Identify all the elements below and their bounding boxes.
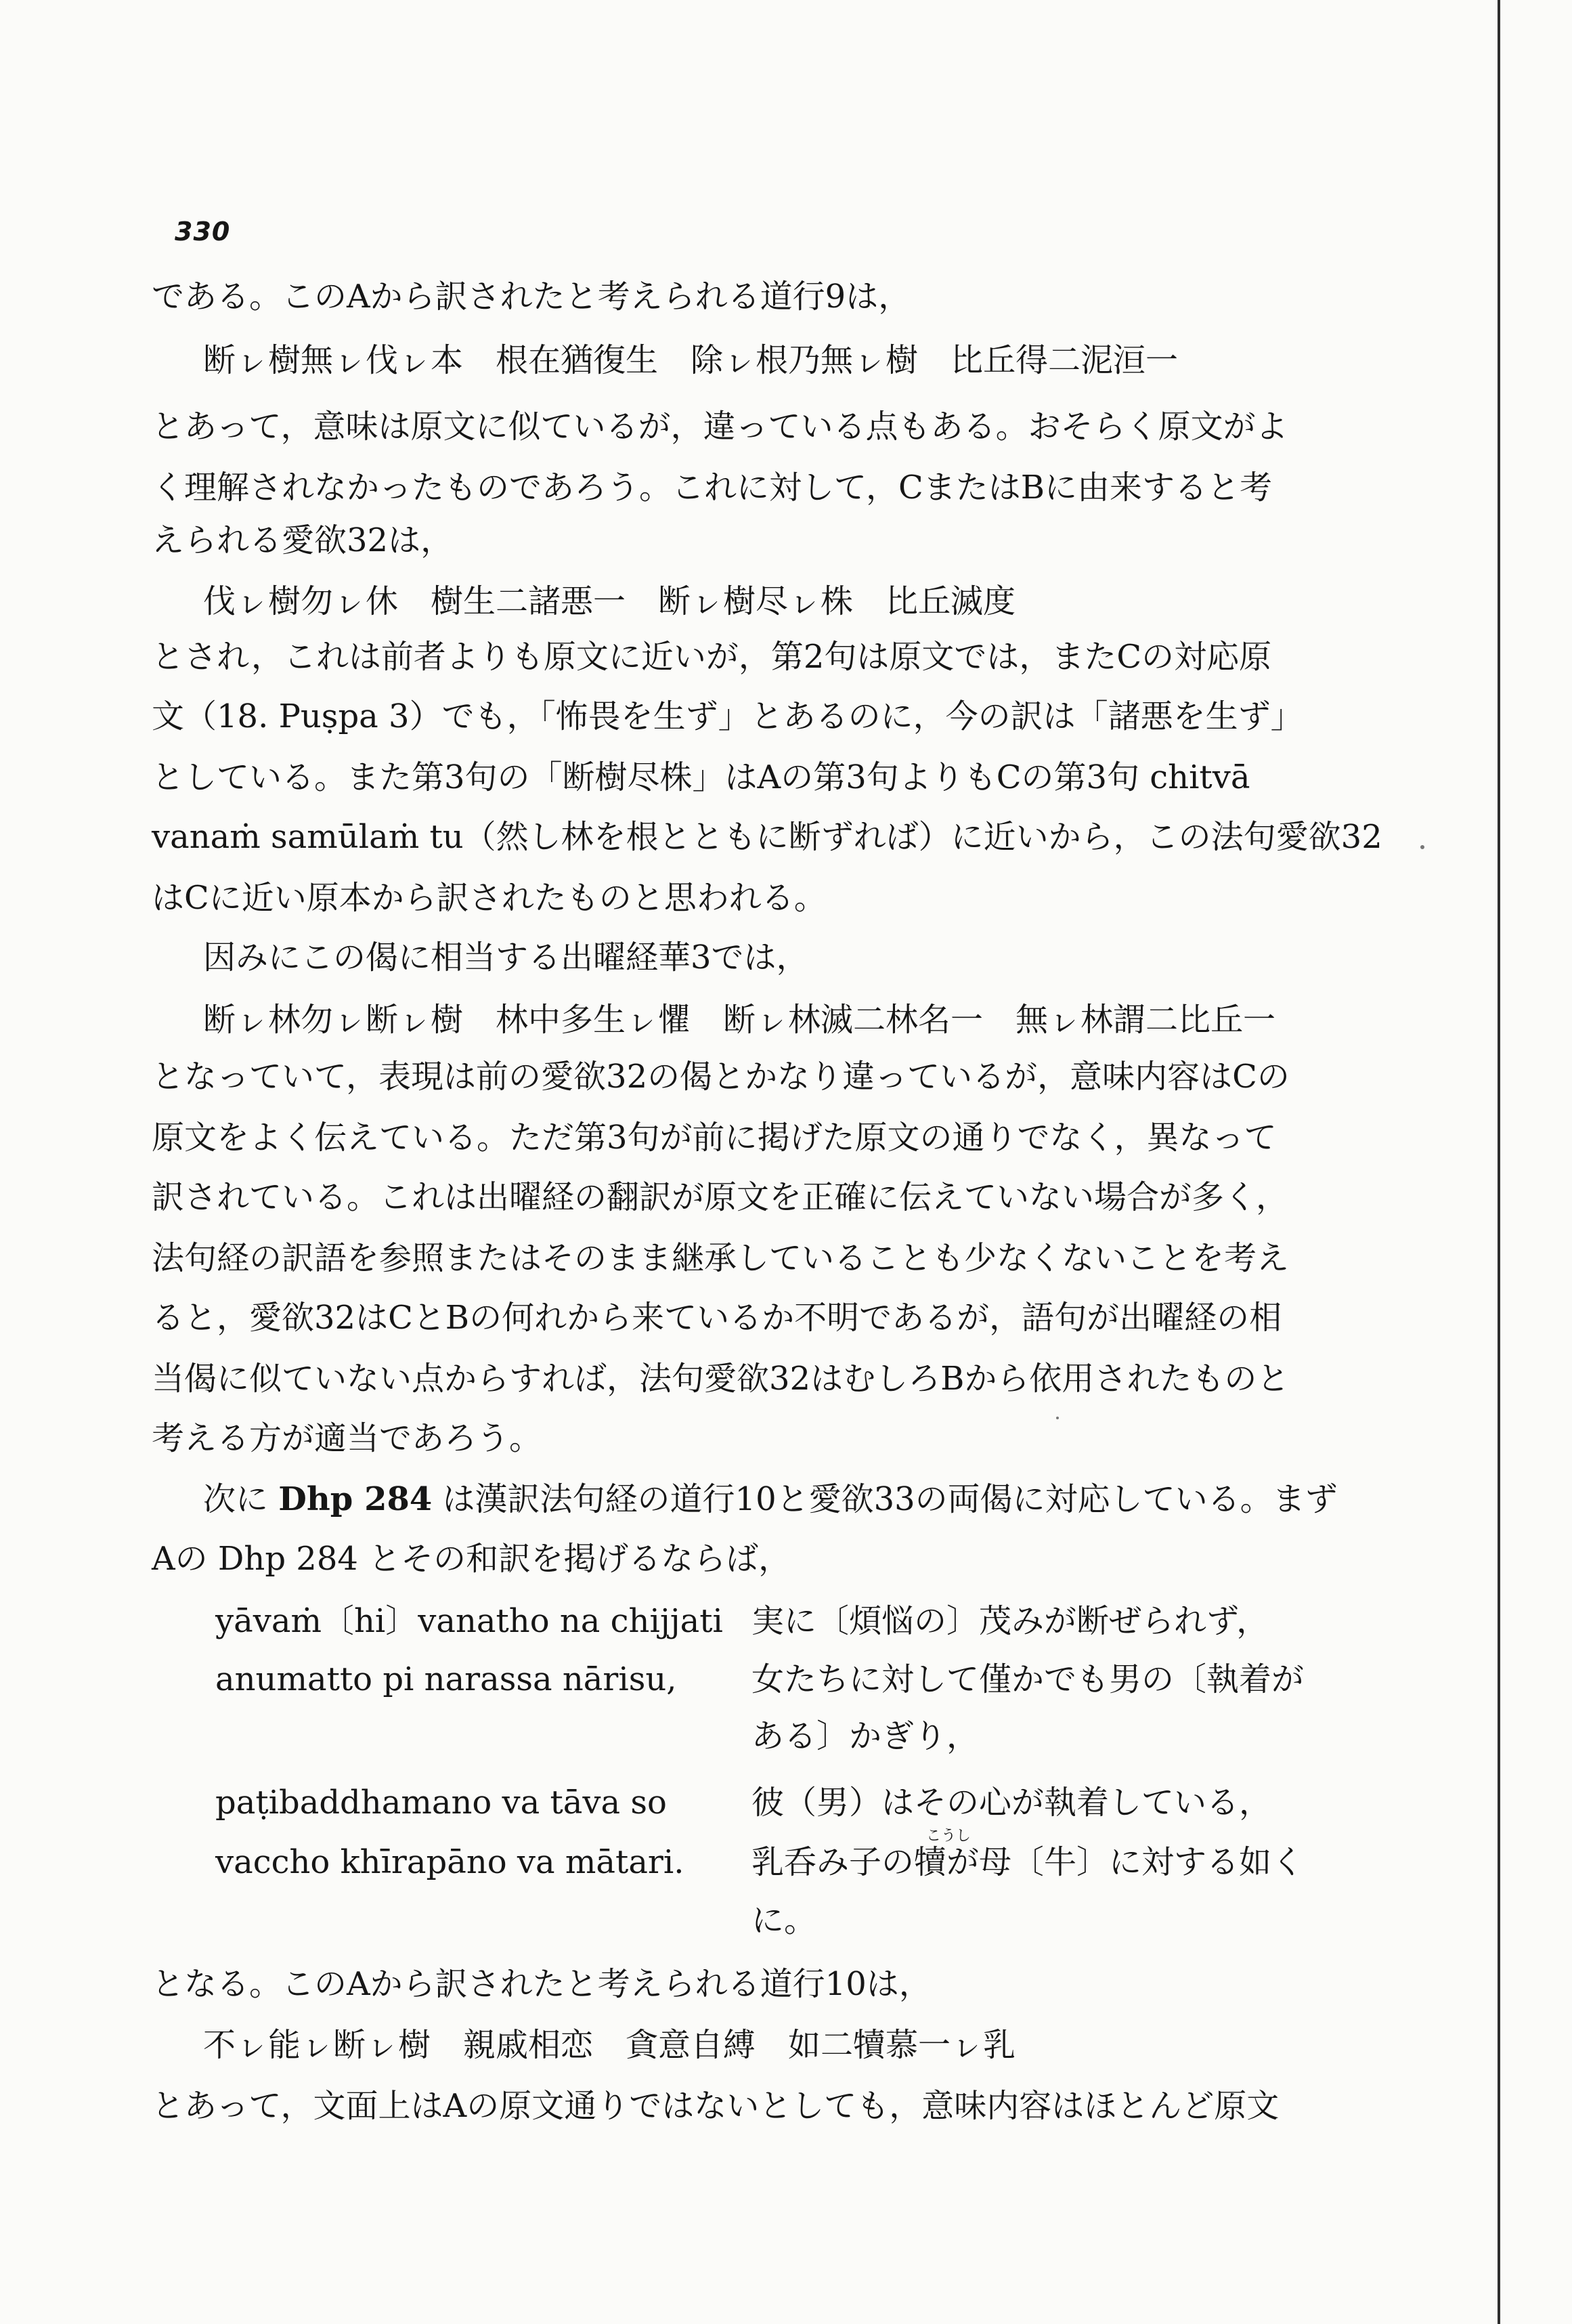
body-line: とあって，文面上はAの原文通りではないとしても，意味内容はほとんど原文	[152, 2087, 1280, 2125]
kanbun-quote: 伐ㇾ樹勿ㇾ休 樹生二諸悪一 断ㇾ樹尽ㇾ株 比丘滅度	[203, 582, 1016, 620]
translation-line: ある〕かぎり，	[751, 1717, 980, 1755]
body-line: はCに近い原本から訳されたものと思われる。	[152, 879, 827, 917]
body-line: となる。このAから訳されたと考えられる道行10は，	[152, 1965, 932, 2003]
body-line: としている。また第3句の「断樹尽株」はAの第3句よりもCの第3句 chitvā	[152, 758, 1250, 796]
scan-speck	[1056, 1417, 1059, 1419]
body-line: 原文をよく伝えている。ただ第3句が前に掲げた原文の通りでなく，異なって	[152, 1119, 1277, 1157]
kanbun-quote: 断ㇾ林勿ㇾ断ㇾ樹 林中多生ㇾ懼 断ㇾ林滅二林名一 無ㇾ林謂二比丘一	[203, 1001, 1276, 1039]
dhp-reference: Dhp 284	[278, 1480, 433, 1518]
body-line: vanaṁ samūlaṁ tu（然し林を根とともに断ずれば）に近いから，この法句愛欲32	[152, 818, 1382, 856]
body-line: 考える方が適当であろう。	[152, 1419, 542, 1457]
translation-line: 乳呑み子の犢が母〔牛〕に対する如く	[751, 1843, 1305, 1881]
translation-line: 彼（男）はその心が執着している，	[751, 1784, 1272, 1822]
body-line: である。このAから訳されたと考えられる道行9は，	[152, 278, 911, 316]
kanbun-quote: 断ㇾ樹無ㇾ伐ㇾ本 根在猶復生 除ㇾ根乃無ㇾ樹 比丘得二泥洹一	[203, 341, 1179, 379]
body-line: とあって，意味は原文に似ているが，違っている点もある。おそらく原文がよ	[152, 408, 1288, 446]
scan-speck	[1420, 845, 1424, 849]
body-line	[203, 1479, 1338, 1520]
text-run: 次に	[203, 1480, 279, 1518]
body-line: 当偈に似ていない点からすれば，法句愛欲32はむしろBから依用されたものと	[152, 1360, 1290, 1398]
ruby-annotation: こうし	[926, 1828, 971, 1845]
pali-verse-line: yāvaṁ〔hi〕vanatho na chijjati	[215, 1602, 723, 1640]
body-line: となっていて，表現は前の愛欲32の偈とかなり違っているが，意味内容はCの	[152, 1058, 1290, 1096]
body-line: えられる愛欲32は，	[152, 521, 454, 559]
body-line: ると，愛欲32はCとBの何れから来ているか不明であるが，語句が出曜経の相	[152, 1299, 1282, 1337]
body-line: Aの Dhp 284 とその和訳を掲げるならば，	[152, 1540, 791, 1578]
body-line: 文（18. Puṣpa 3）でも，「怖畏を生ず」とあるのに，今の訳は「諸悪を生ず」	[152, 697, 1303, 735]
body-line: 因みにこの偈に相当する出曜経華3では，	[203, 939, 809, 976]
pali-verse-line: vaccho khīrapāno va mātari.	[215, 1843, 684, 1881]
text-run: は漢訳法句経の道行10と愛欲33の両偈に対応している。まず	[432, 1480, 1338, 1518]
body-line: く理解されなかったものであろう。これに対して，CまたはBに由来すると考	[152, 469, 1273, 507]
body-line: とされ，これは前者よりも原文に近いが，第2句は原文では，またCの対応原	[152, 638, 1272, 676]
pali-verse-line: anumatto pi narassa nārisu,	[215, 1660, 677, 1698]
kanbun-quote: 不ㇾ能ㇾ断ㇾ樹 親戚相恋 貪意自縛 如二犢慕一ㇾ乳	[203, 2026, 1016, 2064]
translation-line: に。	[751, 1901, 817, 1939]
body-line: 法句経の訳語を参照またはそのまま継承していることも少なくないことを考え	[152, 1239, 1290, 1277]
body-line: 訳されている。これは出曜経の翻訳が原文を正確に伝えていない場合が多く，	[152, 1178, 1289, 1216]
translation-line: 女たちに対して僅かでも男の〔執着が	[751, 1660, 1305, 1698]
translation-line: 実に〔煩悩の〕茂みが断ぜられず，	[751, 1602, 1269, 1640]
page-number: 330	[175, 217, 231, 246]
pali-verse-line: paṭibaddhamano va tāva so	[215, 1784, 667, 1822]
right-margin-rule	[1498, 0, 1500, 2324]
